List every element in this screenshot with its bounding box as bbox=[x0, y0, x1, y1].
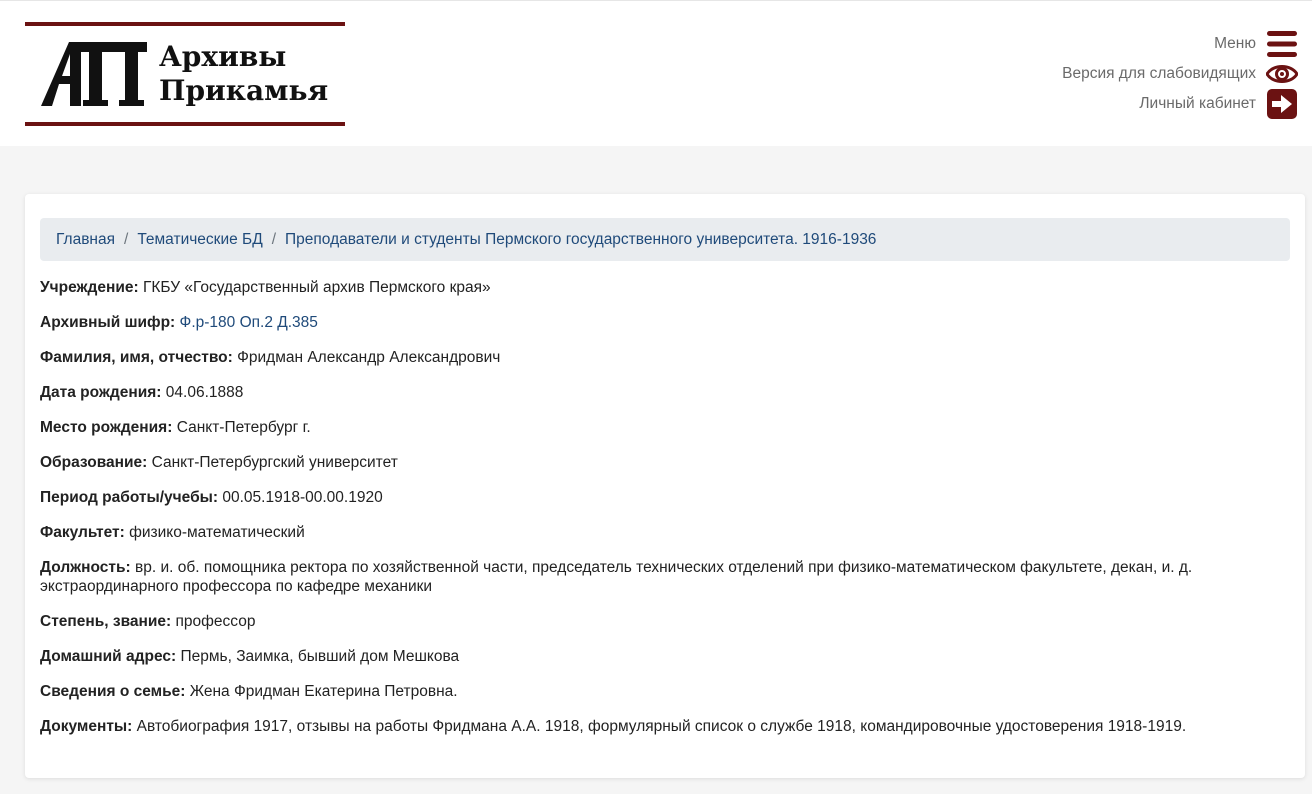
site-logo[interactable] bbox=[25, 22, 345, 126]
nav-account-label: Личный кабинет bbox=[1139, 95, 1256, 112]
archive-code-link[interactable]: Ф.р-180 Оп.2 Д.385 bbox=[179, 314, 318, 331]
arrow-right-icon[interactable] bbox=[1266, 89, 1298, 119]
field-label: Факультет: bbox=[40, 524, 125, 541]
field-value: Жена Фридман Екатерина Петровна. bbox=[189, 683, 458, 700]
field-label: Домашний адрес: bbox=[40, 648, 177, 665]
field-label: Образование: bbox=[40, 454, 148, 471]
nav-personal-account[interactable] bbox=[1062, 89, 1298, 119]
field-family bbox=[40, 682, 1290, 701]
field-archive-code bbox=[40, 313, 1290, 332]
field-label: Период работы/учебы: bbox=[40, 489, 219, 506]
field-value: Пермь, Заимка, бывший дом Мешкова bbox=[180, 648, 460, 665]
logo-line-2: Прикамья bbox=[159, 74, 329, 107]
site-header bbox=[0, 0, 1312, 146]
record-fields bbox=[40, 278, 1290, 752]
field-label: Сведения о семье: bbox=[40, 683, 186, 700]
record-card bbox=[25, 194, 1305, 778]
field-value: 04.06.1888 bbox=[165, 384, 244, 401]
eye-icon[interactable] bbox=[1266, 59, 1298, 89]
breadcrumb-separator: / bbox=[124, 230, 129, 248]
field-label: Фамилия, имя, отчество: bbox=[40, 349, 233, 366]
field-label: Документы: bbox=[40, 718, 133, 735]
field-education bbox=[40, 453, 1290, 472]
breadcrumb-current-db[interactable]: Преподаватели и студенты Пермского государственного университета. 1916-1936 bbox=[285, 230, 877, 248]
field-label: Должность: bbox=[40, 559, 131, 576]
breadcrumb-separator: / bbox=[271, 230, 277, 248]
field-value: 00.05.1918-00.00.1920 bbox=[222, 489, 383, 506]
field-full-name bbox=[40, 348, 1290, 367]
field-value: Фридман Александр Александрович bbox=[237, 349, 501, 366]
nav-accessibility-label: Версия для слабовидящих bbox=[1062, 65, 1256, 82]
field-label: Учреждение: bbox=[40, 279, 139, 296]
logo-line-1: Архивы bbox=[159, 40, 287, 73]
nav-accessibility-version[interactable] bbox=[1062, 59, 1298, 89]
field-value: Санкт-Петербургский университет bbox=[151, 454, 398, 471]
nav-menu[interactable] bbox=[1062, 29, 1298, 59]
field-faculty bbox=[40, 523, 1290, 542]
breadcrumb-home[interactable]: Главная bbox=[56, 230, 115, 248]
field-value: физико-математический bbox=[129, 524, 305, 541]
field-home-address bbox=[40, 647, 1290, 666]
field-value: вр. и. об. помощника ректора по хозяйственной части, председатель технических отделений при физико-математическом факультете, декан, и. д. экстраординарного профессора по кафедре механики bbox=[40, 559, 1193, 595]
field-label: Степень, звание: bbox=[40, 613, 172, 630]
field-birth-date bbox=[40, 383, 1290, 402]
field-value: Автобиография 1917, отзывы на работы Фридмана А.А. 1918, формулярный список о службе 1918, командировочные удостоверения 1918-1919. bbox=[136, 718, 1187, 735]
logo-text bbox=[159, 40, 328, 108]
breadcrumb bbox=[40, 218, 1290, 261]
field-label: Место рождения: bbox=[40, 419, 173, 436]
logo-mark-icon bbox=[39, 40, 151, 110]
field-birth-place bbox=[40, 418, 1290, 437]
field-value: профессор bbox=[175, 613, 256, 630]
field-degree bbox=[40, 612, 1290, 631]
field-work-period bbox=[40, 488, 1290, 507]
nav-menu-label: Меню bbox=[1214, 35, 1256, 52]
field-position bbox=[40, 558, 1290, 596]
field-documents bbox=[40, 717, 1290, 736]
field-value: ГКБУ «Государственный архив Пермского края» bbox=[142, 279, 491, 296]
hamburger-icon[interactable] bbox=[1266, 29, 1298, 59]
field-label: Дата рождения: bbox=[40, 384, 162, 401]
breadcrumb-thematic-db[interactable]: Тематические БД bbox=[137, 230, 263, 248]
field-value: Санкт-Петербург г. bbox=[176, 419, 311, 436]
field-label: Архивный шифр: bbox=[40, 314, 176, 331]
field-institution bbox=[40, 278, 1290, 297]
top-navigation bbox=[1062, 29, 1298, 119]
